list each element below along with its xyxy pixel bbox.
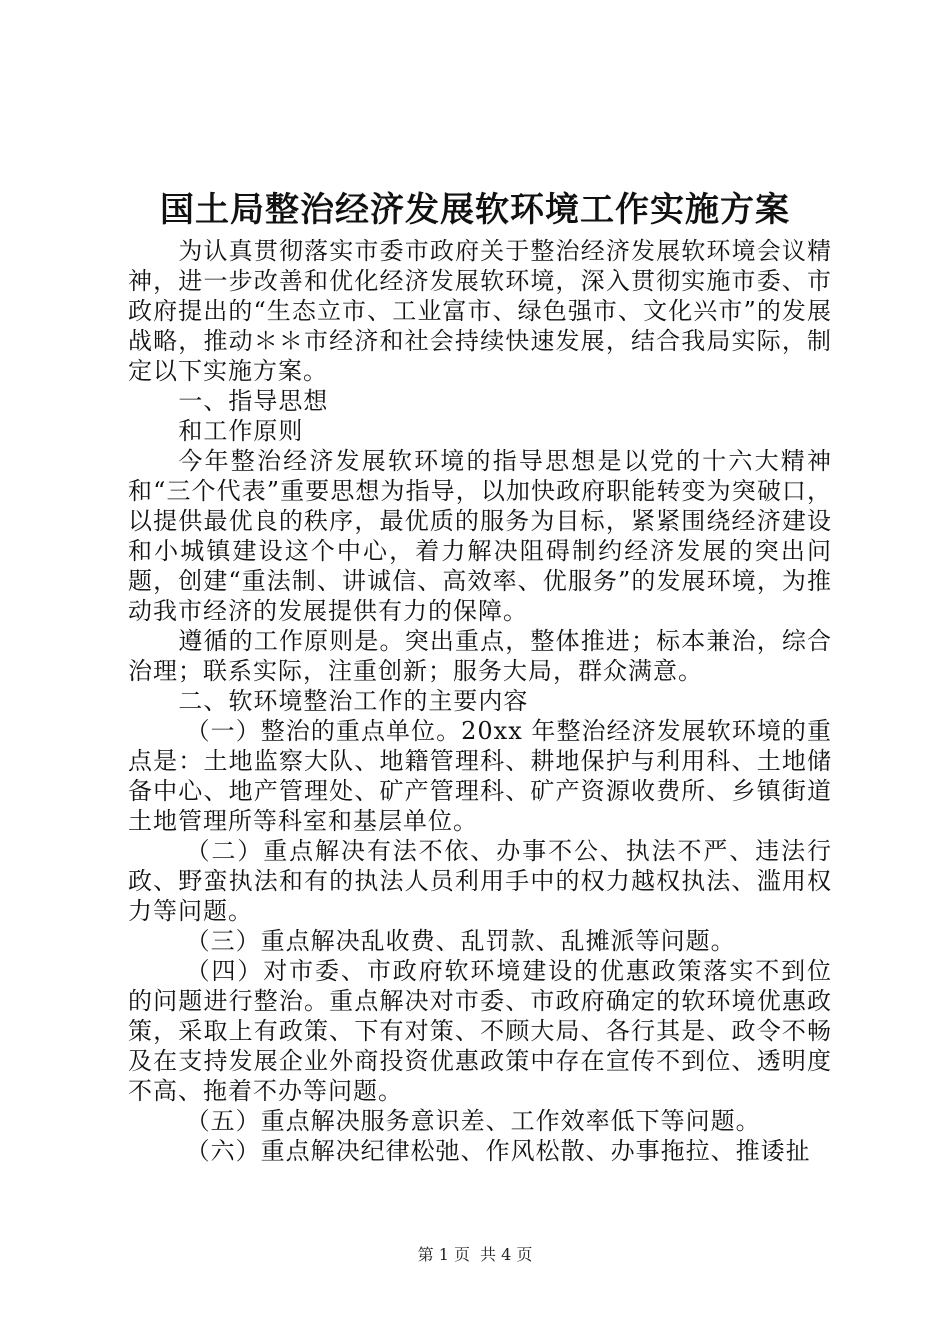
paragraph-item-6: （六）重点解决纪律松弛、作风松散、办事拖拉、推诿扯 bbox=[185, 1137, 811, 1165]
document-title: 国土局整治经济发展软环境工作实施方案 bbox=[160, 190, 790, 230]
paragraph-item-5: （五）重点解决服务意识差、工作效率低下等问题。 bbox=[185, 1107, 761, 1135]
paragraph-item-2: （二）重点解决有法不依、办事不公、执法不严、违法行政、野蛮执法和有的执法人员利用手中的权力越权执法、滥用权力等问题。 bbox=[128, 837, 832, 925]
paragraph-work-principles: 遵循的工作原则是。突出重点，整体推进；标本兼治，综合治理；联系实际，注重创新；服务大局，群众满意。 bbox=[128, 627, 832, 685]
section-heading-guiding-thought: 一、指导思想 bbox=[178, 387, 329, 415]
paragraph-item-1: （一）整治的重点单位。20xx 年整治经济发展软环境的重点是：土地监察大队、地籍管理科、耕地保护与利用科、土地储备中心、地产管理处、矿产管理科、矿产资源收费所、乡镇街道土地管理所等科室和基层单位。 bbox=[128, 717, 832, 835]
document-body bbox=[128, 236, 832, 1166]
paragraph-item-4: （四）对市委、市政府软环境建设的优惠政策落实不到位的问题进行整治。重点解决对市委、市政府确定的软环境优惠政策，采取上有政策、下有对策、不顾大局、各行其是、政令不畅及在支持发展企业外商投资优惠政策中存在宣传不到位、透明度不高、拖着不办等问题。 bbox=[128, 957, 832, 1105]
page-footer bbox=[0, 1244, 950, 1266]
section-heading-work-principles: 和工作原则 bbox=[178, 417, 304, 445]
paragraph-intro: 为认真贯彻落实市委市政府关于整治经济发展软环境会议精神，进一步改善和优化经济发展软环境，深入贯彻实施市委、市政府提出的“生态立市、工业富市、绿色强市、文化兴市”的发展战略，推动＊＊市经济和社会持续快速发展，结合我局实际，制定以下实施方案。 bbox=[128, 237, 832, 385]
section-heading-main-content: 二、软环境整治工作的主要内容 bbox=[178, 687, 529, 715]
paragraph-item-3: （三）重点解决乱收费、乱罚款、乱摊派等问题。 bbox=[185, 927, 736, 955]
page-total: 共 4 页 bbox=[480, 1245, 533, 1264]
page-number: 第 1 页 bbox=[417, 1245, 470, 1264]
paragraph-guiding-thought: 今年整治经济发展软环境的指导思想是以党的十六大精神和“三个代表”重要思想为指导，以加快政府职能转变为突破口，以提供最优良的秩序，最优质的服务为目标，紧紧围绕经济建设和小城镇建设这个中心，着力解决阻碍制约经济发展的突出问题，创建“重法制、讲诚信、高效率、优服务”的发展环境，为推动我市经济的发展提供有力的保障。 bbox=[128, 447, 832, 625]
